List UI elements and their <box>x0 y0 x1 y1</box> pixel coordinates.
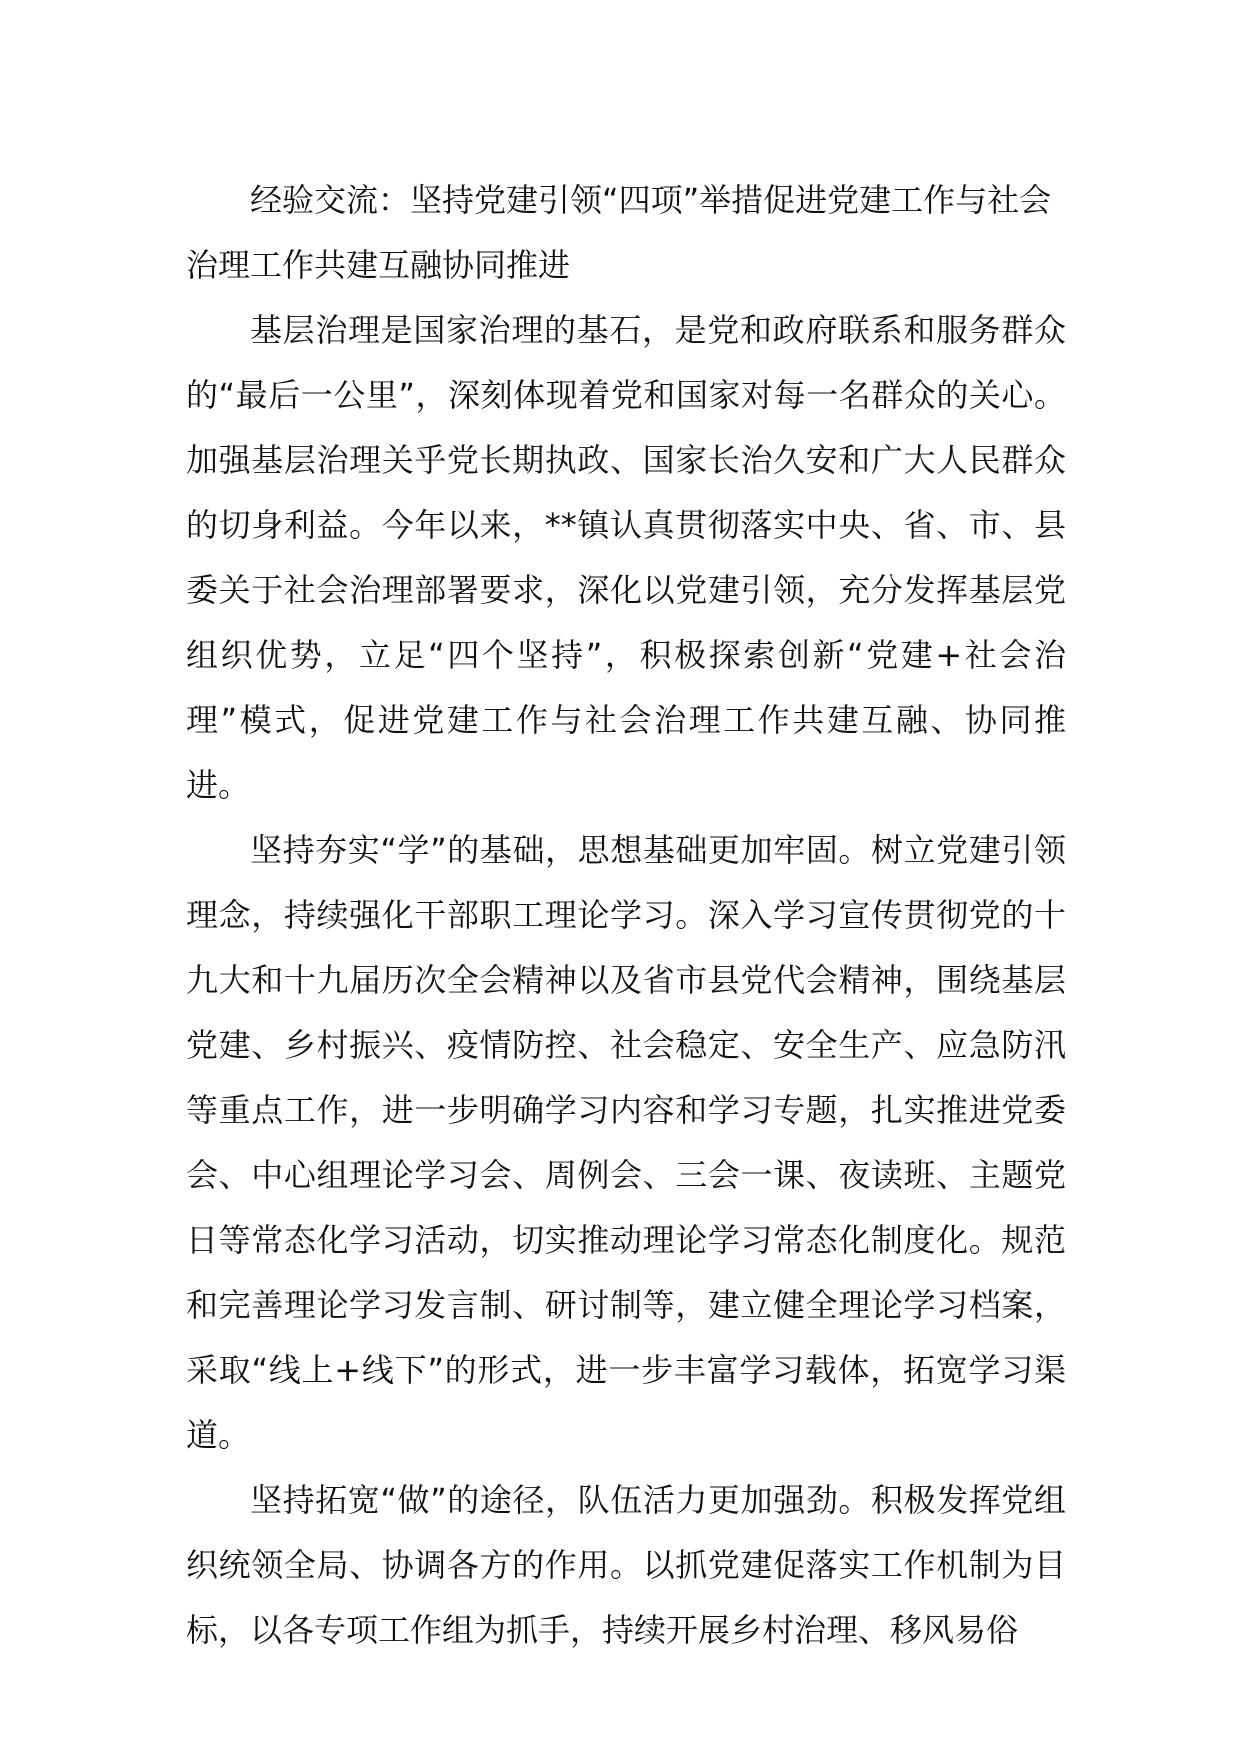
paragraph-practice: 坚持拓宽“做”的途径，队伍活力更加强劲。积极发挥党组织统领全局、协调各方的作用。以抓党建促落实工作机制为目标，以各专项工作组为抓手，持续开展乡村治理、移风易俗 <box>186 1481 1066 1649</box>
document-body <box>186 168 1066 1663</box>
paragraph-study: 坚持夯实“学”的基础，思想基础更加牢固。树立党建引领理念，持续强化干部职工理论学习。深入学习宣传贯彻党的十九大和十九届历次全会精神以及省市县党代会精神，围绕基层党建、乡村振兴、疫情防控、社会稳定、安全生产、应急防汛等重点工作，进一步明确学习内容和学习专题，扎实推进党委会、中心组理论学习会、周例会、三会一课、夜读班、主题党日等常态化学习活动，切实推动理论学习常态化制度化。规范和完善理论学习发言制、研讨制等，建立健全理论学习档案，采取“线上+线下”的形式，进一步丰富学习载体，拓宽学习渠道。 <box>186 831 1066 1454</box>
paragraph-intro: 基层治理是国家治理的基石，是党和政府联系和服务群众的“最后一公里”，深刻体现着党和国家对每一名群众的关心。加强基层治理关乎党长期执政、国家长治久安和广大人民群众的切身利益。今年以来，**镇认真贯彻落实中央、省、市、县委关于社会治理部署要求，深化以党建引领，充分发挥基层党组织优势，立足“四个坚持”，积极探索创新“党建+社会治理”模式，促进党建工作与社会治理工作共建互融、协同推进。 <box>186 311 1066 804</box>
document-title: 经验交流：坚持党建引领“四项”举措促进党建工作与社会治理工作共建互融协同推进 <box>186 181 1052 284</box>
